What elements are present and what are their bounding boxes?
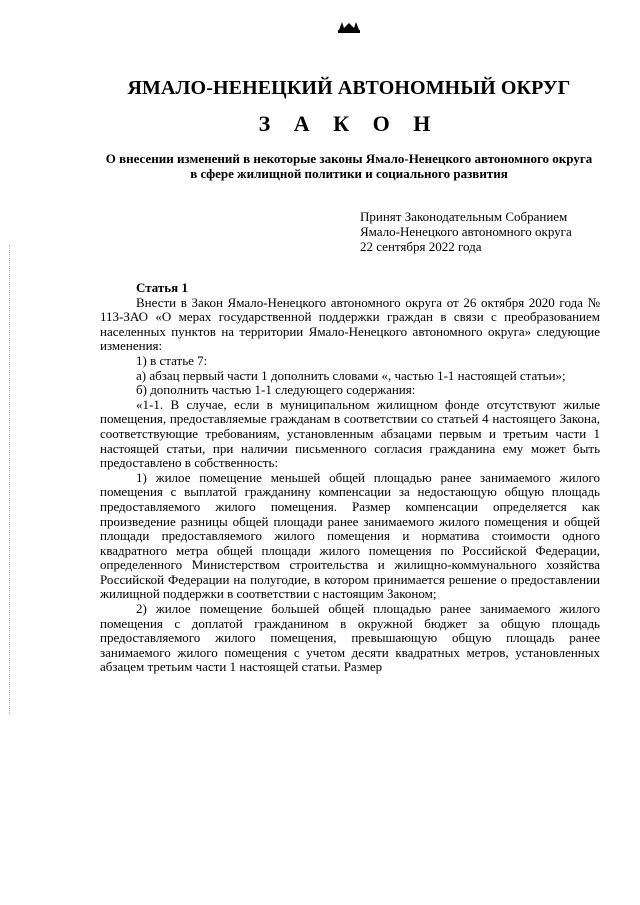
- adoption-line: Принят Законодательным Собранием: [360, 209, 568, 224]
- paragraph: б) дополнить частью 1-1 следующего содержания:: [136, 382, 416, 398]
- paragraph: 1) жилое помещение меньшей общей площадью ранее занимаемого жилого помещения с выплатой гражданину компенсации за недостающую общую площадь предоставляемого жилого помещения. Размер компенсации определяется как произведение разницы общей площади ранее занимаемого жилого помещения и общей площади предоставляемого жилого помещения и норматива стоимости одного квадратного метра общей площади жилого помещения по Российской Федерации, определенного Министерством строительства и жилищно-коммунального хозяйства Российской Федерации на полугодие, в котором принимается решение о предоставлении жилищной поддержки в соответствии с настоящим Законом;: [100, 469, 600, 602]
- paragraph: Внести в Закон Ямало-Ненецкого автономного округа от 26 октября 2020 года № 113-ЗАО «О мерах государственной поддержки граждан в связи с преобразованием населенных пунктов на территории Ямало-Ненецкого автономного округа» следующие изменения:: [100, 294, 600, 354]
- law-subject: О внесении изменений в некоторые законы Ямало-Ненецкого автономного округа в сфере жилищной политики и социального развития: [105, 151, 593, 181]
- paragraph: 2) жилое помещение большей общей площадью ранее занимаемого жилого помещения с доплатой гражданином в окружной бюджет за общую площадь предоставляемого жилого помещения, превышающую общую площадь ранее занимаемого жилого помещения с учетом десяти квадратных метров, установленных абзацем третьим части 1 настоящей статьи. Размер: [100, 601, 600, 675]
- adoption-date: 22 сентября 2022 года: [360, 239, 482, 254]
- paragraph: 1) в статье 7:: [136, 352, 208, 368]
- scan-margin-mark: [9, 245, 12, 715]
- region-title: ЯМАЛО-НЕНЕЦКИЙ АВТОНОМНЫЙ ОКРУГ: [127, 77, 571, 99]
- paragraph: а) абзац первый части 1 дополнить словами «, частью 1-1 настоящей статьи»;: [136, 367, 566, 383]
- article-body: [100, 281, 600, 675]
- paragraph: «1-1. В случае, если в муниципальном жилищном фонде отсутствуют жилые помещения, предоставляемые гражданам в соответствии со статьей 4 настоящего Закона, соответствующие требованиям, установленным абзацами первым и третьим части 1 настоящей статьи, при наличии письменного согласия гражданина ему может быть предоставлено в собственность:: [100, 396, 600, 471]
- law-title: З А К О Н: [258, 111, 440, 136]
- coat-of-arms-emblem: [326, 20, 372, 80]
- adoption-line: Ямало-Ненецкого автономного округа: [360, 224, 572, 239]
- adoption-note: [360, 209, 572, 254]
- article-heading: Статья 1: [136, 280, 188, 295]
